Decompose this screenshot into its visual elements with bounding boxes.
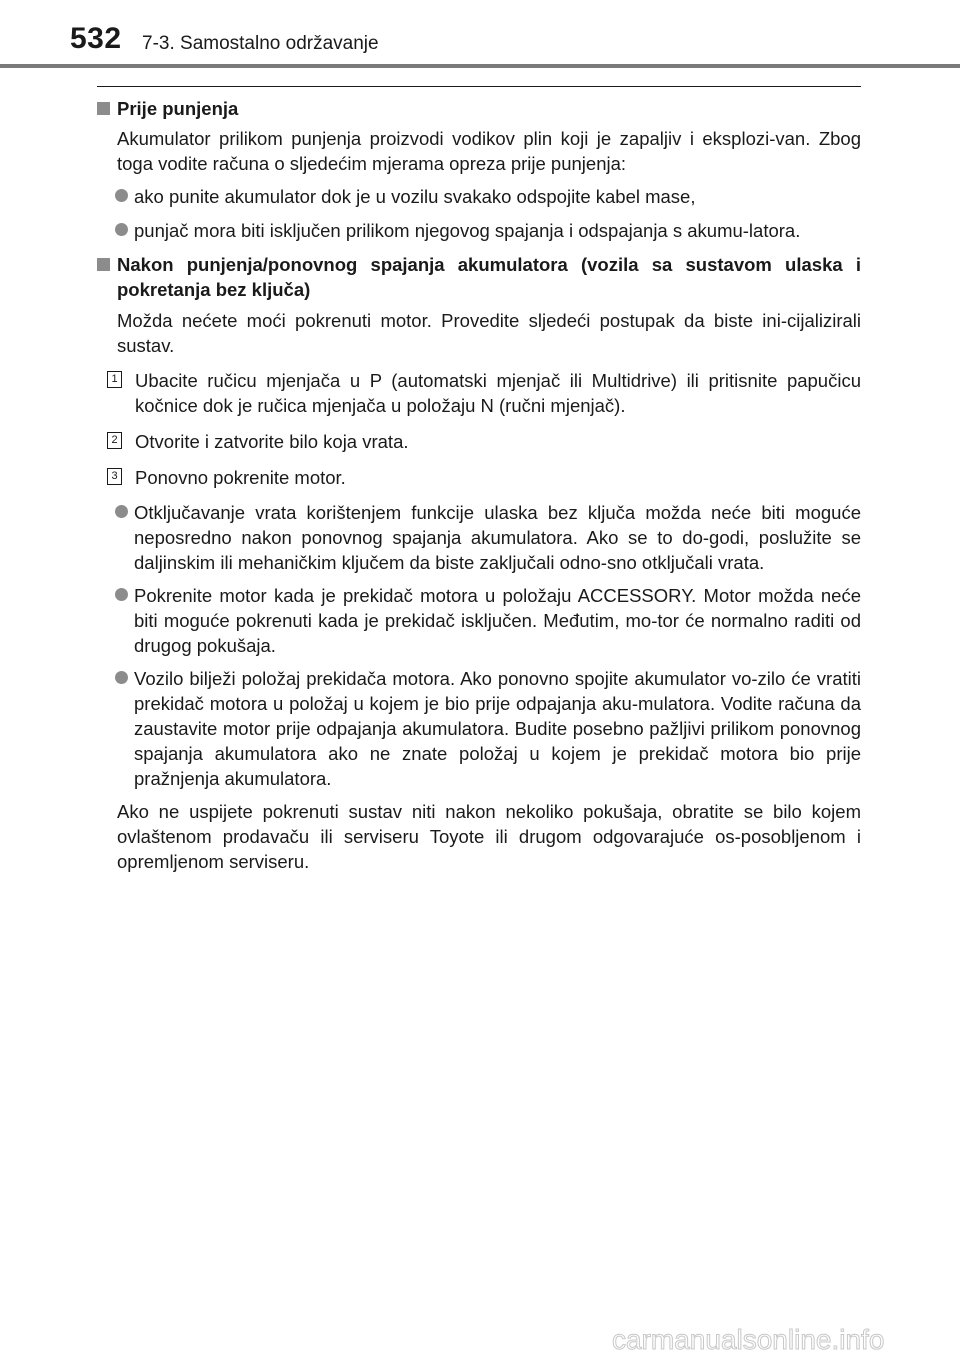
step-number: 2 <box>107 432 122 449</box>
step-text: Ubacite ručicu mjenjača u P (automatski mjenjač ili Multidrive) ili pritisnite papučicu kočnice dok je ručica mjenjača u položaju N (ručni mjenjač). <box>135 370 861 416</box>
step-number: 1 <box>107 371 122 388</box>
round-bullet-icon <box>115 505 128 518</box>
section-title: 7-3. Samostalno održavanje <box>142 33 379 54</box>
section-heading-text: Prije punjenja <box>117 98 239 119</box>
square-bullet-icon <box>97 102 110 115</box>
square-bullet-icon <box>97 258 110 271</box>
step-text: Otvorite i zatvorite bilo koja vrata. <box>135 431 409 452</box>
section-heading-text: Nakon punjenja/ponovnog spajanja akumulatora (vozila sa sustavom ulaska i pokretanja bez ključa) <box>117 254 861 300</box>
page-content <box>97 96 861 874</box>
list-item-text: Pokrenite motor kada je prekidač motora u položaju ACCESSORY. Motor možda neće biti moguće pokrenuti kada je prekidač isključen. Međutim, mo-tor će normalno raditi od drugog pokušaja. <box>134 585 861 656</box>
watermark-text: carmanualsonline.info <box>612 1324 885 1355</box>
section-after-charging <box>97 252 861 874</box>
watermark-logo <box>610 1322 955 1358</box>
step-text: Ponovno pokrenite motor. <box>135 467 346 488</box>
list-item-text: ako punite akumulator dok je u vozilu svakako odspojite kabel mase, <box>134 186 696 207</box>
closing-paragraph: Ako ne uspijete pokrenuti sustav niti nakon nekoliko pokušaja, obratite se bilo kojem ovlaštenom prodavaču ili serviseru Toyote ili drugom odgovarajuće os-posobljenom i opremljenom serviseru. <box>117 801 861 872</box>
list-item <box>97 218 861 243</box>
step-item <box>97 429 861 454</box>
list-item-text: Vozilo bilježi položaj prekidača motora. Ako ponovno spojite akumulator vo-zilo će vratiti prekidač motora u položaj u kojem je bio prije odpajanja aku-mulatora. Vodite računa da zaustavite motor prije odpajanja akumulatora. Budite posebno pažljivi prilikom ponovnog spajanja akumulatora ako ne znate položaj u kojem je prekidač motora bio prije pražnjenja akumulatora. <box>134 668 861 789</box>
list-item-text: punjač mora biti isključen prilikom njegovog spajanja i odspajanja s akumu-latora. <box>134 220 801 241</box>
list-item <box>97 500 861 575</box>
list-item <box>97 666 861 791</box>
section-heading <box>97 252 861 302</box>
round-bullet-icon <box>115 223 128 236</box>
step-item <box>97 368 861 418</box>
list-item <box>97 184 861 209</box>
step-number: 3 <box>107 468 122 485</box>
content-top-rule <box>97 86 861 87</box>
page-header <box>0 0 960 70</box>
step-item <box>97 465 861 490</box>
header-rule <box>0 64 960 68</box>
round-bullet-icon <box>115 671 128 684</box>
page-number: 532 <box>70 22 122 55</box>
section-paragraph: Akumulator prilikom punjenja proizvodi vodikov plin koji je zapaljiv i eksplozi-van. Zbog toga vodite računa o sljedećim mjerama opreza prije punjenja: <box>117 128 861 174</box>
section-before-charging <box>97 96 861 243</box>
round-bullet-icon <box>115 588 128 601</box>
round-bullet-icon <box>115 189 128 202</box>
list-item-text: Otključavanje vrata korištenjem funkcije ulaska bez ključa možda neće biti moguće neposredno nakon ponovnog spajanja akumulatora. Ako se to do-godi, poslužite se daljinskim ili mehaničkim ključem da biste zaključali odno-sno otključali vrata. <box>134 502 861 573</box>
list-item <box>97 583 861 658</box>
section-paragraph: Možda nećete moći pokrenuti motor. Provedite sljedeći postupak da biste ini-cijalizirali sustav. <box>117 310 861 356</box>
section-heading <box>97 96 861 121</box>
